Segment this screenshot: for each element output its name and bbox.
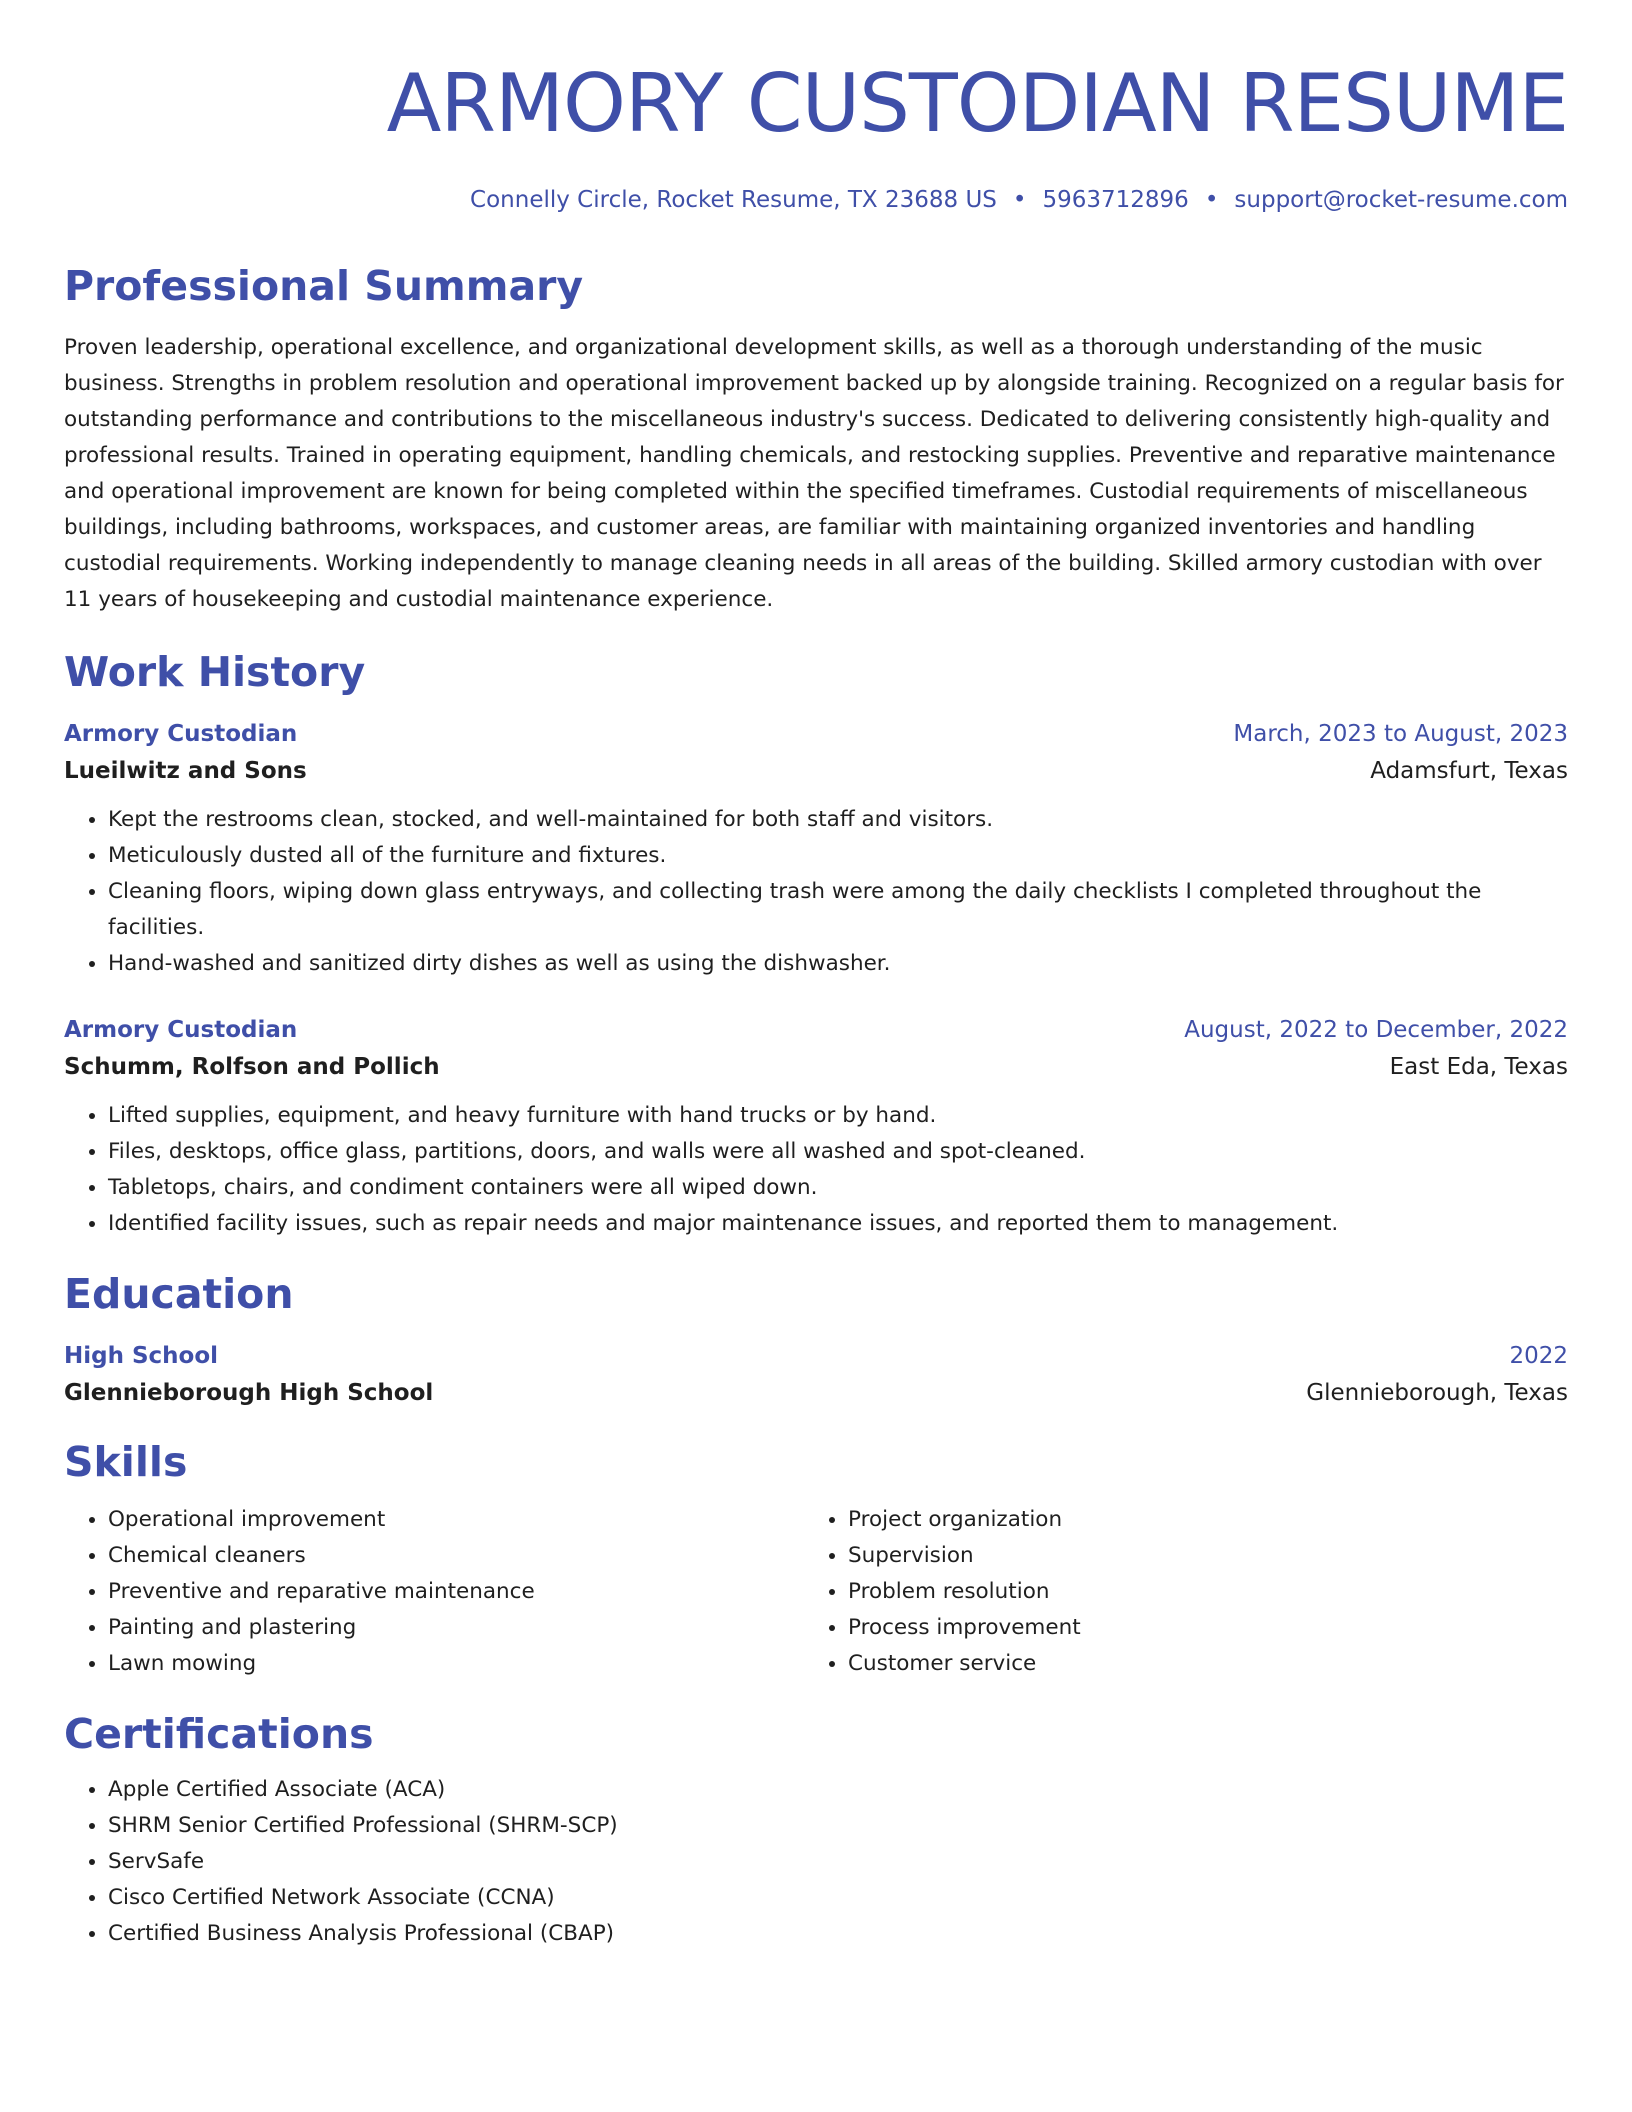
list-item: • SHRM Senior Certified Professional (SHRM-SCP) [108,1808,1568,1844]
list-item: • Certified Business Analysis Professional (CBAP) [108,1916,1568,1952]
list-item: • Customer service [848,1646,1544,1682]
education-entry [64,1338,1568,1412]
list-item: • Operational improvement [108,1502,804,1538]
separator-dot: • [1204,187,1219,213]
skills-grid [64,1502,1568,1682]
skills-column-left [64,1502,804,1682]
summary-paragraph: Proven leadership, operational excellence, and organizational development skills, as well as a thorough understanding of the music business. Strengths in problem resolution and operational improvement backed up by alongside training. Recognized on a regular basis for outstanding performance and contributions to the miscellaneous industry's success. Dedicated to delivering consistently high-quality and professional results. Trained in operating equipment, handling chemicals, and restocking supplies. Preventive and reparative maintenance and operational improvement are known for being completed within the specified timeframes. Custodial requirements of miscellaneous buildings, including bathrooms, workspaces, and customer areas, are familiar with maintaining organized inventories and handling custodial requirements. Working independently to manage cleaning needs in all areas of the building. Skilled armory custodian with over 11 years of housekeeping and custodial maintenance experience. [64,335,1564,612]
list-item: • Files, desktops, office glass, partitions, doors, and walls were all washed and spot-cleaned. [108,1134,1568,1170]
job-company-row [64,752,1568,790]
skills-list [64,1502,804,1682]
contact-email[interactable]: support@rocket-resume.com [1234,187,1568,213]
section-title-skills: Skills [64,1438,188,1486]
list-item: • Cleaning floors, wiping down glass entryways, and collecting trash were among the daily checklists I completed throughout the facilities. [108,874,1568,946]
list-item: • Apple Certified Associate (ACA) [108,1772,1568,1808]
job-location: East Eda, Texas [1389,1054,1568,1080]
job-company: Lueilwitz and Sons [64,758,307,784]
list-item: • Kept the restrooms clean, stocked, and well-maintained for both staff and visitors. [108,802,1568,838]
section-title-work-history: Work History [64,648,366,696]
list-item: • Lawn mowing [108,1646,804,1682]
list-item: • Hand-washed and sanitized dirty dishes as well as using the dishwasher. [108,946,1568,982]
job-bullets [64,802,1568,982]
job-location: Adamsfurt, Texas [1370,758,1568,784]
education-degree: High School [64,1343,219,1369]
section-title-education: Education [64,1270,294,1318]
resume-title: ARMORY CUSTODIAN RESUME [386,57,1568,150]
job-title: Armory Custodian [64,1017,298,1043]
list-item: • Preventive and reparative maintenance [108,1574,804,1610]
list-item: • Chemical cleaners [108,1538,804,1574]
skills-column-right [804,1502,1544,1682]
job-bullets [64,1098,1568,1242]
job-header-row [64,716,1568,752]
list-item: • Meticulously dusted all of the furniture and fixtures. [108,838,1568,874]
section-title-certifications: Certifications [64,1710,374,1758]
job-company: Schumm, Rolfson and Pollich [64,1054,440,1080]
job-title: Armory Custodian [64,721,298,747]
job-header-row [64,1012,1568,1048]
education-location: Glennieborough, Texas [1306,1380,1568,1406]
list-item: • Process improvement [848,1610,1544,1646]
list-item: • Supervision [848,1538,1544,1574]
resume-header [64,56,1568,216]
job-dates: March, 2023 to August, 2023 [1233,721,1568,747]
list-item: • Problem resolution [848,1574,1544,1610]
separator-dot: • [1012,187,1027,213]
list-item: • Identified facility issues, such as repair needs and major maintenance issues, and reported them to management. [108,1206,1568,1242]
contact-phone: 5963712896 [1042,187,1189,213]
job-entry [64,1012,1568,1242]
list-item: • Lifted supplies, equipment, and heavy furniture with hand trucks or by hand. [108,1098,1568,1134]
list-item: • Tabletops, chairs, and condiment containers were all wiped down. [108,1170,1568,1206]
job-company-row [64,1048,1568,1086]
section-title-summary: Professional Summary [64,262,584,310]
education-school-row [64,1374,1568,1412]
contact-line [64,184,1568,216]
list-item: • ServSafe [108,1844,1568,1880]
skills-list [804,1502,1544,1682]
job-entry [64,716,1568,982]
education-header-row [64,1338,1568,1374]
list-item: • Painting and plastering [108,1610,804,1646]
certifications-list [64,1772,1568,1952]
list-item: • Cisco Certified Network Associate (CCNA) [108,1880,1568,1916]
list-item: • Project organization [848,1502,1544,1538]
contact-address: Connelly Circle, Rocket Resume, TX 23688 US [470,187,997,213]
job-dates: August, 2022 to December, 2022 [1184,1017,1568,1043]
education-school: Glennieborough High School [64,1380,434,1406]
education-year: 2022 [1509,1343,1568,1369]
